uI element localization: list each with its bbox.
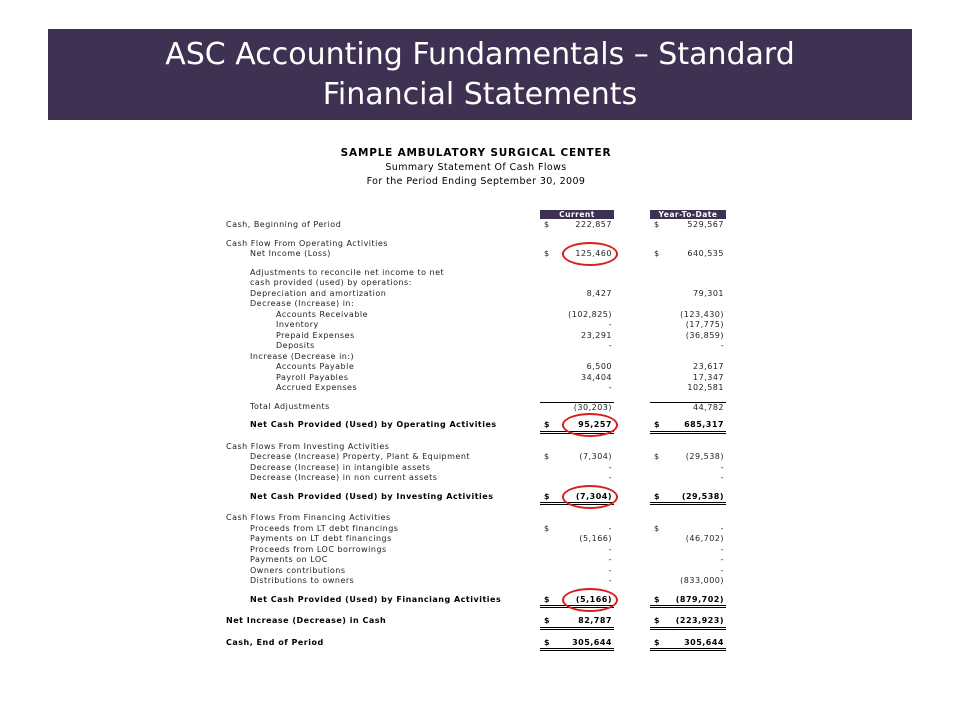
current-value-cell (540, 220, 614, 231)
dollar-sign: $ (544, 616, 551, 625)
ytd-value-cell (650, 566, 726, 577)
row-label: Net Cash Provided (Used) by Financiang Activities (250, 594, 502, 604)
current-value-cell (540, 310, 614, 321)
ytd-value-cell (650, 289, 726, 300)
statement-row (226, 576, 728, 587)
ytd-value: (29,538) (681, 491, 724, 501)
row-label: Payroll Payables (276, 372, 349, 382)
dollar-sign: $ (654, 249, 660, 258)
statement-rows (226, 220, 728, 648)
row-label: Payments on LT debt financings (250, 534, 392, 543)
ytd-value-cell (650, 383, 726, 394)
current-value-cell (540, 638, 614, 652)
statement-row (226, 268, 728, 279)
ytd-value-cell (650, 220, 726, 231)
current-value: - (608, 565, 612, 575)
row-label: Decrease (Increase) in non current assets (250, 473, 438, 482)
row-label: Cash, Beginning of Period (226, 220, 342, 229)
dollar-sign: $ (654, 637, 661, 647)
cash-flow-statement (226, 208, 728, 648)
row-label: Proceeds from LOC borrowings (250, 544, 387, 554)
statement-row (226, 341, 728, 352)
statement-row (226, 352, 728, 363)
row-label: Proceeds from LT debt financings (250, 523, 399, 533)
current-value-cell (540, 463, 614, 474)
statement-row (226, 566, 728, 577)
row-label: Accounts Receivable (276, 309, 369, 319)
current-value-cell (540, 566, 614, 577)
row-label: Inventory (276, 320, 319, 329)
row-label: Net Cash Provided (Used) by Operating Activities (250, 420, 497, 429)
current-value: 23,291 (581, 330, 612, 340)
ytd-value-cell (650, 576, 726, 587)
ytd-value: 529,567 (687, 220, 724, 229)
ytd-value-cell (650, 638, 726, 652)
report-header (226, 146, 726, 189)
row-label: Deposits (276, 341, 315, 350)
slide-title-line-1: ASC Accounting Fundamentals – Standard (165, 36, 795, 72)
row-label: Cash Flows From Investing Activities (226, 441, 390, 451)
ytd-value-cell (650, 331, 726, 342)
current-value: (7,304) (575, 491, 612, 501)
spacer-row (226, 587, 728, 595)
current-value-cell (540, 576, 614, 587)
ytd-value: - (720, 462, 724, 472)
ytd-value: 685,317 (684, 420, 724, 429)
current-value-cell (540, 555, 614, 566)
current-value: - (608, 341, 612, 350)
ytd-value-cell (650, 310, 726, 321)
ytd-value-cell (650, 249, 726, 260)
ytd-value: 640,535 (687, 249, 724, 258)
ytd-value: - (720, 473, 724, 482)
statement-row (226, 513, 728, 524)
current-value: 305,644 (572, 637, 612, 647)
statement-row (226, 555, 728, 566)
statement-row (226, 463, 728, 474)
current-value: (102,825) (568, 309, 612, 319)
current-value-cell (540, 249, 614, 260)
current-value: (30,203) (573, 402, 612, 412)
ytd-value: 305,644 (684, 637, 724, 647)
row-label: Accrued Expenses (276, 383, 358, 392)
statement-row (226, 299, 728, 310)
row-label: Owners contributions (250, 565, 346, 575)
dollar-sign: $ (654, 420, 661, 429)
statement-row (226, 362, 728, 373)
ytd-value: 79,301 (693, 288, 724, 298)
current-value-cell (540, 341, 614, 352)
current-value-cell (540, 473, 614, 484)
dollar-sign: $ (544, 452, 550, 461)
ytd-value: (17,775) (685, 320, 724, 329)
dollar-sign: $ (544, 249, 550, 258)
row-label: Accounts Payable (276, 362, 355, 371)
ytd-value-cell (650, 473, 726, 484)
ytd-value-cell (650, 534, 726, 545)
statement-row (226, 545, 728, 556)
row-label: Total Adjustments (250, 401, 330, 411)
ytd-value: (223,923) (675, 616, 724, 625)
ytd-value-cell (650, 341, 726, 352)
row-label: Adjustments to reconcile net income to net (250, 267, 445, 277)
ytd-value: - (720, 544, 724, 554)
current-value-cell (540, 534, 614, 545)
current-value-cell (540, 383, 614, 394)
current-value-cell (540, 289, 614, 300)
spacer-row (226, 627, 728, 638)
ytd-value: 44,782 (693, 402, 724, 412)
row-label: Decrease (Increase) Property, Plant & Equipment (250, 452, 471, 461)
slide-title (48, 29, 912, 120)
current-value: 222,857 (575, 220, 612, 229)
current-value: - (608, 473, 612, 482)
ytd-value-cell (650, 463, 726, 474)
dollar-sign: $ (654, 616, 661, 625)
row-label: Cash, End of Period (226, 637, 324, 647)
row-label: Distributions to owners (250, 576, 355, 585)
current-value: - (608, 320, 612, 329)
row-label: Decrease (Increase) in: (250, 299, 355, 308)
statement-row (226, 473, 728, 484)
statement-row (226, 492, 728, 503)
statement-row (226, 220, 728, 231)
ytd-value-cell (650, 362, 726, 373)
current-value: - (608, 576, 612, 585)
row-label: Net Income (Loss) (250, 249, 331, 258)
current-value: 6,500 (586, 362, 612, 371)
current-value-cell (540, 524, 614, 535)
ytd-value: 102,581 (687, 383, 724, 392)
ytd-value: 23,617 (693, 362, 724, 371)
statement-row (226, 452, 728, 463)
spacer-row (226, 605, 728, 616)
statement-row (226, 320, 728, 331)
statement-row (226, 402, 728, 413)
spacer-row (226, 502, 728, 513)
slide-title-line-2: Financial Statements (322, 76, 638, 112)
ytd-value: - (720, 523, 724, 533)
row-label: Cash Flows From Financing Activities (226, 513, 391, 522)
current-value: - (608, 555, 612, 564)
row-label: Increase (Decrease in:) (250, 351, 355, 361)
statement-row (226, 524, 728, 535)
statement-row (226, 310, 728, 321)
ytd-value: (36,859) (685, 330, 724, 340)
ytd-value-cell (650, 555, 726, 566)
statement-row (226, 289, 728, 300)
dollar-sign: $ (544, 491, 551, 501)
dollar-sign: $ (654, 220, 660, 229)
statement-row (226, 249, 728, 260)
dollar-sign: $ (654, 594, 661, 604)
statement-row (226, 534, 728, 545)
dollar-sign: $ (544, 420, 551, 429)
statement-row (226, 239, 728, 250)
statement-row (226, 383, 728, 394)
ytd-value-cell (650, 452, 726, 463)
current-value: 8,427 (586, 288, 612, 298)
current-value-cell (540, 362, 614, 373)
ytd-value-cell (650, 545, 726, 556)
spacer-row (226, 431, 728, 442)
column-header-current: Current (540, 210, 614, 219)
spacer-row (226, 412, 728, 420)
current-value: 34,404 (581, 372, 612, 382)
current-value: - (608, 462, 612, 472)
row-label: Net Increase (Decrease) in Cash (226, 616, 387, 625)
ytd-value: (879,702) (675, 594, 724, 604)
spacer-row (226, 394, 728, 402)
row-label: cash provided (used) by operations: (250, 278, 412, 287)
statement-row (226, 278, 728, 289)
column-header-ytd: Year-To-Date (650, 210, 726, 219)
ytd-value-cell (650, 320, 726, 331)
ytd-value: (833,000) (680, 576, 724, 585)
statement-row (226, 442, 728, 453)
spacer-row (226, 231, 728, 239)
row-label: Prepaid Expenses (276, 330, 355, 340)
statement-row (226, 373, 728, 384)
ytd-value: - (720, 341, 724, 350)
dollar-sign: $ (544, 220, 550, 229)
ytd-value: (46,702) (685, 534, 724, 543)
statement-row (226, 331, 728, 342)
current-value: 82,787 (578, 616, 612, 625)
dollar-sign: $ (544, 523, 550, 533)
row-label: Depreciation and amortization (250, 288, 387, 298)
statement-row (226, 420, 728, 431)
ytd-value-cell (650, 373, 726, 384)
current-value-cell (540, 545, 614, 556)
dollar-sign: $ (544, 594, 551, 604)
ytd-value: (123,430) (680, 309, 724, 319)
dollar-sign: $ (654, 491, 661, 501)
current-value: 95,257 (578, 420, 612, 429)
ytd-value-cell (650, 524, 726, 535)
dollar-sign: $ (654, 452, 660, 461)
row-label: Cash Flow From Operating Activities (226, 238, 388, 248)
current-value: (7,304) (579, 452, 612, 461)
company-name: SAMPLE AMBULATORY SURGICAL CENTER (340, 147, 612, 159)
current-value-cell (540, 331, 614, 342)
current-value-cell (540, 452, 614, 463)
spacer-row (226, 484, 728, 492)
row-label: Net Cash Provided (Used) by Investing Activities (250, 491, 494, 501)
ytd-value: - (720, 565, 724, 575)
ytd-value: (29,538) (685, 452, 724, 461)
current-value: - (608, 383, 612, 392)
dollar-sign: $ (654, 523, 660, 533)
ytd-value: 17,347 (693, 372, 724, 382)
spacer-row (226, 260, 728, 268)
ytd-value: - (720, 555, 724, 564)
dollar-sign: $ (544, 637, 551, 647)
statement-row (226, 638, 728, 649)
row-label: Payments on LOC (250, 555, 328, 564)
current-value: - (608, 544, 612, 554)
current-value: (5,166) (575, 594, 612, 604)
current-value: 125,460 (575, 249, 612, 258)
current-value-cell (540, 320, 614, 331)
statement-row (226, 595, 728, 606)
row-label: Decrease (Increase) in intangible assets (250, 462, 431, 472)
current-value: (5,166) (579, 534, 612, 543)
statement-row (226, 616, 728, 627)
statement-period: For the Period Ending September 30, 2009 (366, 176, 586, 187)
column-header-row (226, 208, 728, 220)
current-value: - (608, 523, 612, 533)
current-value-cell (540, 373, 614, 384)
statement-name: Summary Statement Of Cash Flows (385, 162, 567, 173)
